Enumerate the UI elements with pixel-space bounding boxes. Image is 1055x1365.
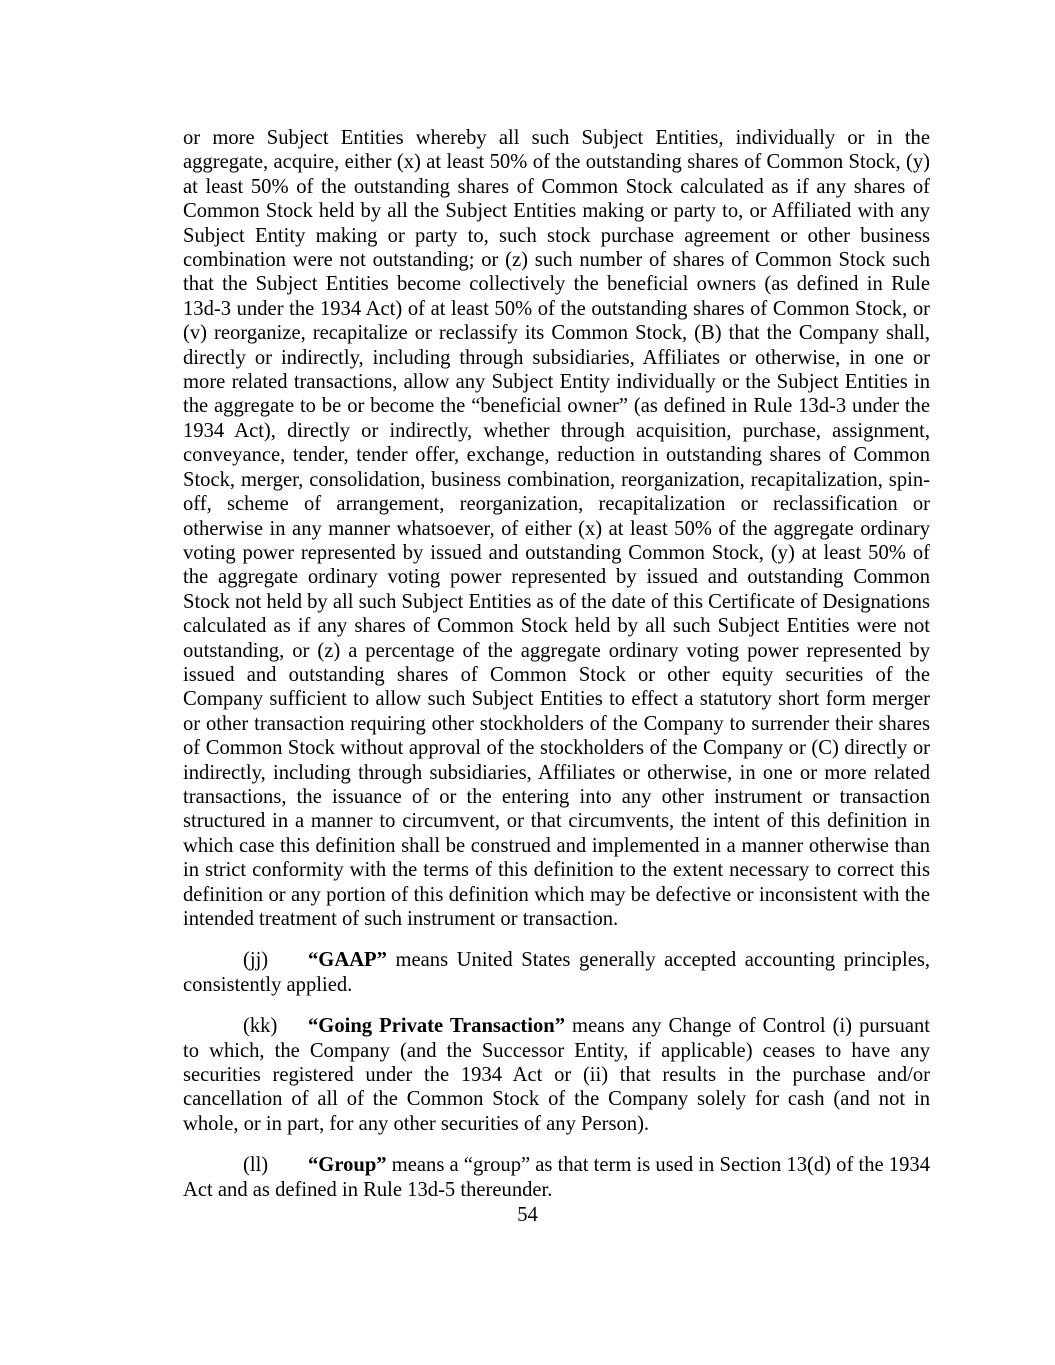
paragraph-label: (jj): [243, 949, 269, 972]
defined-term: “Group”: [308, 1154, 387, 1177]
text-segment: means a “group” as that term is used in Section 13(d) of the 1934 Act and as defined in Rule 13d-5 thereunder.: [183, 1154, 930, 1201]
paragraph-label: (kk): [243, 1015, 278, 1038]
defined-term: “GAAP”: [308, 949, 387, 972]
document-body: [183, 126, 930, 1202]
paragraph-definition-jj-gaap: [183, 948, 930, 997]
text-segment: means United States generally accepted accounting principles, consistently applied.: [183, 949, 930, 996]
paragraph-change-of-control-continuation: [183, 126, 930, 931]
page-number: 54: [517, 1204, 538, 1226]
text-segment: means any Change of Control (i) pursuant to which, the Company (and the Successor Entity, if applicable) ceases to have any securities registered under the 1934 Act or (ii) that results in the purchase and/or cancellation of all of the Common Stock of the Company solely for cash (and not in whole, or in part, for any other securities of any Person).: [183, 1015, 931, 1135]
defined-term: “Going Private Transaction”: [308, 1015, 566, 1038]
paragraph-definition-kk-going-private-transaction: [183, 1014, 930, 1136]
paragraph-definition-ll-group: [183, 1153, 930, 1202]
paragraph-label: (ll): [243, 1154, 269, 1177]
text-segment: or more Subject Entities whereby all such Subject Entities, individually or in the aggregate, acquire, either (x) at least 50% of the outstanding shares of Common Stock, (y) at least 50% of the outstanding shares of Common Stock calculated as if any shares of Common Stock held by all the Subject Entities making or party to, or Affiliated with any Subject Entity making or party to, such stock purchase agreement or other business combination were not outstanding; or (z) such number of shares of Common Stock such that the Subject Entities become collectively the beneficial owners (as defined in Rule 13d-3 under the 1934 Act) of at least 50% of the outstanding shares of Common Stock, or (v) reorganize, recapitalize or reclassify its Common Stock, (B) that the Company shall, directly or indirectly, including through subsidiaries, Affiliates or otherwise, in one or more related transactions, allow any Subject Entity individually or the Subject Entities in the aggregate to be or become the “beneficial owner” (as defined in Rule 13d-3 under the 1934 Act), directly or indirectly, whether through acquisition, purchase, assignment, conveyance, tender, tender offer, exchange, reduction in outstanding shares of Common Stock, merger, consolidation, business combination, reorganization, recapitalization, spin-off, scheme of arrangement, reorganization, recapitalization or reclassification or otherwise in any manner whatsoever, of either (x) at least 50% of the aggregate ordinary voting power represented by issued and outstanding Common Stock, (y) at least 50% of the aggregate ordinary voting power represented by issued and outstanding Common Stock not held by all such Subject Entities as of the date of this Certificate of Designations calculated as if any shares of Common Stock held by all such Subject Entities were not outstanding, or (z) a percentage of the aggregate ordinary voting power represented by issued and outstanding shares of Common Stock or other equity securities of the Company sufficient to allow such Subject Entities to effect a statutory short form merger or other transaction requiring other stockholders of the Company to surrender their shares of Common Stock without approval of the stockholders of the Company or (C) directly or indirectly, including through subsidiaries, Affiliates or otherwise, in one or more related transactions, the issuance of or the entering into any other instrument or transaction structured in a manner to circumvent, or that circumvents, the intent of this definition in which case this definition shall be construed and implemented in a manner otherwise than in strict conformity with the terms of this definition to the extent necessary to correct this definition or any portion of this definition which may be defective or inconsistent with the intended treatment of such instrument or transaction.: [183, 127, 930, 930]
